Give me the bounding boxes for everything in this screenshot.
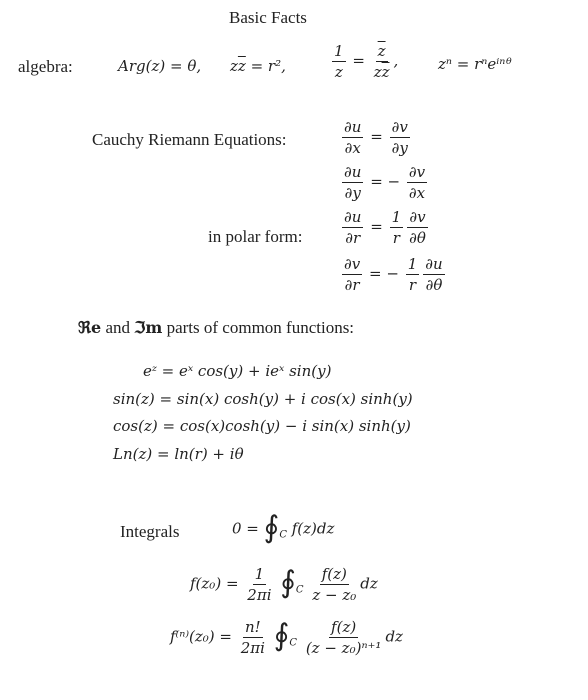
cauchy-riemann-label: Cauchy Riemann Equations: xyxy=(92,130,287,149)
cauchy-integral-formula: f(z₀) = $\frac{1}{2\pi i}$ $∮_C$ $\frac{f(z)}{\text{z − z₀}}$ dz xyxy=(190,565,378,604)
cauchy-theorem-formula: $0 = ∮_C$ f(z)dz xyxy=(232,510,335,545)
cr-polar-equation-2: $\frac{\partial v}{\partial r}$ = − $\frac{1}{r}$ $\frac{\partial u}{\partial\theta}$ xyxy=(344,255,443,294)
cos-formula: cos(z) = cos(x)cosh(y) − i sin(x) sinh(y) xyxy=(113,417,411,435)
integrals-label: Integrals xyxy=(120,522,180,541)
cr-equation-2: $\frac{\partial u}{\partial y}$ = − $\frac{\partial v}{\partial x}$ xyxy=(344,163,426,202)
ln-formula: Ln(z) = ln(r) + iθ xyxy=(113,445,244,463)
algebra-label: algebra: xyxy=(18,57,73,76)
page-title: Basic Facts xyxy=(229,8,307,27)
cr-polar-equation-1: $\frac{\partial u}{\partial r}$ = $\frac{1}{r}$ $\frac{\partial v}{\partial\theta}$ xyxy=(344,208,426,247)
sin-formula: sin(z) = sin(x) cosh(y) + i cos(x) sinh(y) xyxy=(113,390,413,408)
cr-equation-1: $\frac{\partial u}{\partial x}$ = $\frac{\partial v}{\partial y}$ xyxy=(344,118,408,157)
arg-formula: Arg(z) = θ, xyxy=(118,57,202,75)
modulus-formula: $z\overline{z} = r^2$, xyxy=(230,57,286,75)
exp-formula: eᶻ = eˣ cos(y) + ieˣ sin(y) xyxy=(143,362,332,380)
power-formula: zⁿ = rⁿeⁱⁿᶿ xyxy=(438,55,513,73)
cauchy-derivative-formula: f⁽ⁿ⁾(z₀) = $\frac{n!}{2\pi i}$ $∮_C$ $\frac{f(z)}{\text{(z − z₀)ⁿ⁺¹}}$ dz xyxy=(170,618,403,657)
polar-form-label: in polar form: xyxy=(208,227,303,246)
parts-heading: ℜe and ℑm parts of common functions: xyxy=(78,318,355,337)
reciprocal-formula: $\frac{1}{z}$ = $\frac{\overline{z}}{z\overline{z}}$ , xyxy=(334,42,399,81)
